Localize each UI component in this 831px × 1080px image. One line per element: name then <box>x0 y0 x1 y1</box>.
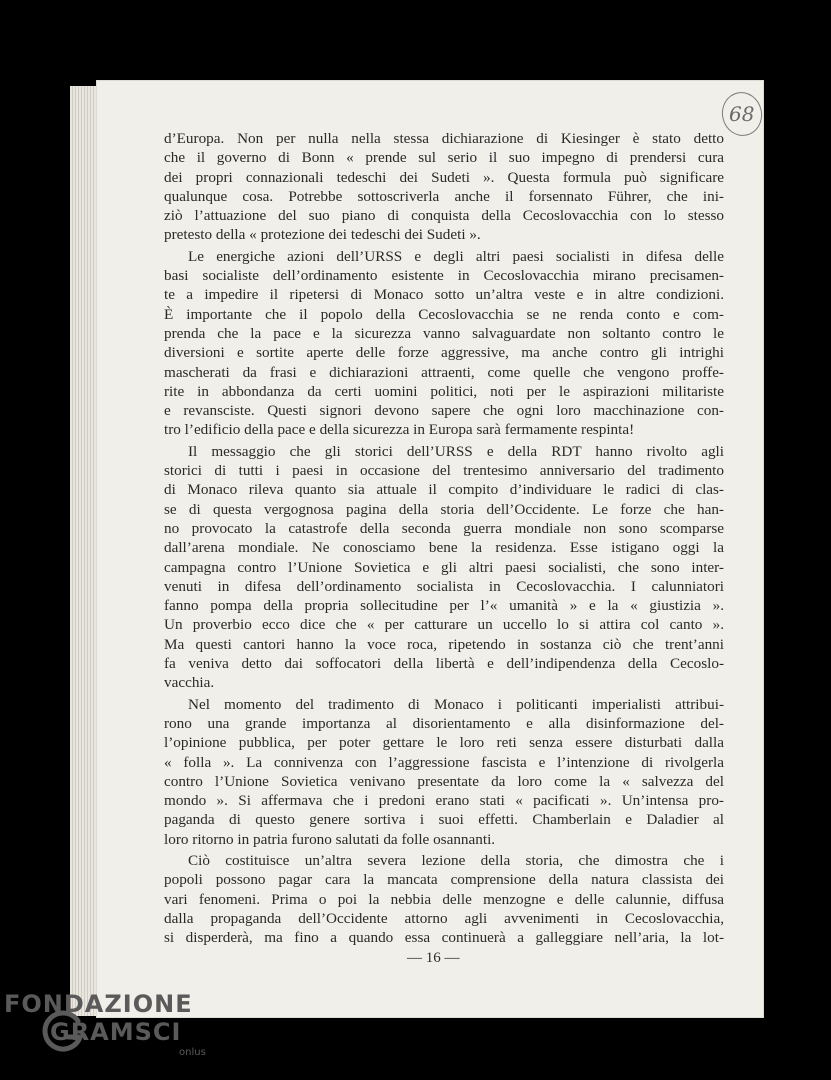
text-line: venuti in difesa dell’ordinamento socialista in Cecoslovacchia. I calunniatori <box>164 577 724 595</box>
text-line: fa veniva detto dai soffocatori della libertà e dell’indipendenza della Cecoslo- <box>164 655 724 673</box>
text-line: mascherati da frasi e dichiarazioni attraenti, come quelle che vengono proffe- <box>164 363 724 381</box>
paragraph <box>164 247 724 440</box>
text-line: rono una grande importanza al disorientamento e alla disinformazione del- <box>164 714 724 732</box>
folio-mark <box>722 92 762 136</box>
text-line: dei propri connazionali tedeschi dei Sudeti ». Questa formula può significare <box>164 168 724 186</box>
text-line: dalla propaganda dell’Occidente attorno agli avvenimenti in Cecoslovacchia, <box>164 909 724 927</box>
text-line: che il governo di Bonn « prende sul serio il suo impegno di prendersi cura <box>164 149 724 167</box>
watermark-line3: onlus <box>179 1047 206 1058</box>
text-line: vari fenomeni. Prima o poi la nebbia delle menzogne e delle calunnie, diffusa <box>164 890 724 908</box>
text-line: popoli possono pagar cara la mancata comprensione della natura classista dei <box>164 871 724 889</box>
text-line: rite in abbondanza da certi uomini politici, noti per le aspirazioni militariste <box>164 382 724 400</box>
text-line: Le energiche azioni dell’URSS e degli altri paesi socialisti in difesa delle <box>188 247 724 265</box>
text-line: diversioni e sortite aperte delle forze aggressive, ma anche contro gli intrighi <box>164 344 724 362</box>
text-line: campagna contro l’Unione Sovietica e gli altri paesi socialisti, che sono inter- <box>164 558 724 576</box>
text-line: te a impedire il ripetersi di Monaco sotto un’altra veste e in altre condizioni. <box>164 286 724 304</box>
text-line: fanno pompa della propria sollecitudine per l’« umanità » e la « giustizia ». <box>164 597 724 615</box>
page-number: — 16 — <box>407 950 460 966</box>
text-line: loro ritorno in patria furono salutati da folle osannanti. <box>164 830 496 848</box>
text-line: Nel momento del tradimento di Monaco i politicanti imperialisti attribui- <box>188 695 724 713</box>
text-line: Un proverbio ecco dice che « per catturare un uccello lo si attira col canto ». <box>164 616 724 634</box>
text-line: contro l’Unione Sovietica venivano presentate da loro come la « salvezza del <box>164 772 724 790</box>
text-line: si disperderà, ma fino a quando essa continuerà a galleggiare nell’aria, la lot- <box>164 929 724 947</box>
watermark-line1: FONDAZIONE <box>4 990 193 1018</box>
text-line: qualunque cosa. Potrebbe sottoscriverla anche il forsennato Führer, che ini- <box>164 187 724 205</box>
text-line: mondo ». Si affermava che i predoni erano stati « pacificati ». Un’intensa pro- <box>164 792 724 810</box>
paragraph <box>164 695 724 849</box>
text-line: Ma questi cantori hanno la voce roca, ripetendo in sostanza ciò che trent’anni <box>164 635 724 653</box>
text-line: prenda che la pace e la sicurezza vanno salvaguardate non soltanto contro le <box>164 324 724 342</box>
text-line: di Monaco rileva quanto sia attuale il compito d’individuare le radici di clas- <box>164 481 724 499</box>
folio-number: 68 <box>729 102 755 126</box>
text-line: e revansciste. Questi signori devono sapere che ogni loro macchinazione con- <box>164 402 724 420</box>
text-line: se di questa vergognosa pagina della storia dell’Occidente. Le forze che han- <box>164 500 724 518</box>
paragraph <box>164 129 724 245</box>
text-line: È importante che il popolo della Cecoslovacchia se ne renda conto e com- <box>164 305 724 323</box>
paragraph <box>164 442 724 693</box>
text-line: basi socialiste dell’ordinamento esistente in Cecoslovacchia mirano precisamen- <box>164 267 724 285</box>
watermark-logo <box>4 985 214 1075</box>
text-line: storici di tutti i paesi in occasione del trentesimo anniversario del tradimento <box>164 462 724 480</box>
text-line: « folla ». La connivenza con l’aggressione fascista e l’intenzione di rivolgerla <box>164 753 724 771</box>
text-line: ziò l’attuazione del suo piano di conquista della Cecoslovacchia con lo stesso <box>164 207 724 225</box>
body-text <box>164 129 724 949</box>
text-line: dall’arena mondiale. Ne conosciamo bene la residenza. Esse istigano oggi la <box>164 539 724 557</box>
text-line: vacchia. <box>164 674 215 692</box>
text-line: Il messaggio che gli storici dell’URSS e della RDT hanno rivolto agli <box>188 442 724 460</box>
watermark-line2: GRAMSCI <box>50 1018 182 1046</box>
text-line: d’Europa. Non per nulla nella stessa dichiarazione di Kiesinger è stato detto <box>164 130 724 147</box>
text-line: tro l’edificio della pace e della sicurezza in Europa sarà fermamente respinta! <box>164 421 635 439</box>
text-line: l’opinione pubblica, per poter gettare le loro reti senza essere disturbati dalla <box>164 734 724 752</box>
text-line: no provocato la catastrofe della seconda guerra mondiale non sono scomparse <box>164 519 724 537</box>
text-line: Ciò costituisce un’altra severa lezione della storia, che dimostra che i <box>188 851 724 869</box>
paragraph <box>164 851 724 947</box>
text-line: pretesto della « protezione dei tedeschi dei Sudeti ». <box>164 226 481 244</box>
text-line: paganda di questo genere sortiva i suoi effetti. Chamberlain e Daladier al <box>164 811 724 829</box>
